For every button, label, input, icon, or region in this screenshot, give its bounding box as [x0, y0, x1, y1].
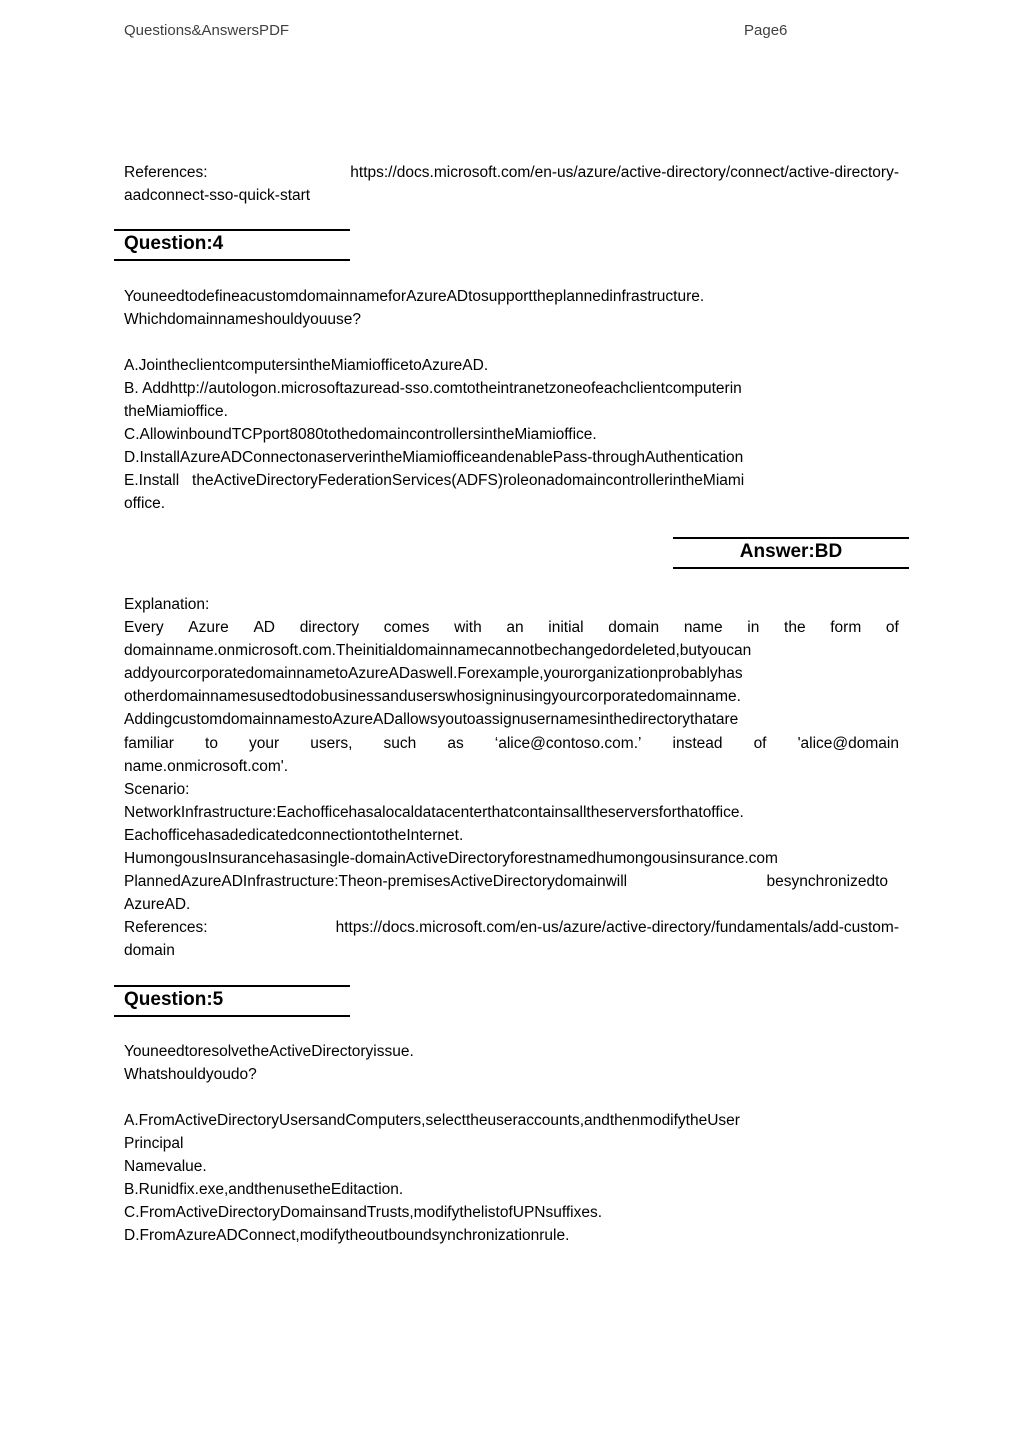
header-page-number: Page6	[744, 22, 788, 39]
question-4-option: office.	[124, 495, 166, 512]
scenario-text: besynchronizedto	[766, 873, 888, 890]
question-5-prompt-line: YouneedtoresolvetheActiveDirectoryissue.	[124, 1043, 414, 1060]
explanation-word: domain	[608, 619, 660, 636]
scenario-label: Scenario:	[124, 781, 190, 798]
explanation-word: users,	[310, 735, 353, 752]
question-5-title: Question:5	[124, 989, 224, 1010]
explanation-line: AddingcustomdomainnamestoAzureADallowsyoutoassignusernamesinthedirectorythatare	[124, 711, 739, 728]
explanation-word: name	[683, 619, 723, 636]
scenario-line: NetworkInfrastructure:Eachofficehasalocaldatacenterthatcontainsalltheserversforthatoffice.	[124, 804, 744, 821]
references-url: https://docs.microsoft.com/en-us/azure/active-directory/connect/active-directory-	[350, 164, 899, 181]
explanation-word: of	[885, 619, 899, 636]
explanation-word: instead	[672, 735, 723, 752]
question-5-option: D.FromAzureADConnect,modifytheoutboundsynchronizationrule.	[124, 1227, 570, 1244]
question-5-option: C.FromActiveDirectoryDomainsandTrusts,modifythelistofUPNsuffixes.	[124, 1204, 603, 1221]
question-5-option: Namevalue.	[124, 1158, 207, 1175]
references-line	[124, 161, 899, 184]
question-5-option: A.FromActiveDirectoryUsersandComputers,selecttheuseraccounts,andthenmodifytheUser	[124, 1112, 740, 1129]
scenario-text: PlannedAzureADInfrastructure:Theon-premisesActiveDirectorydomainwill	[124, 873, 628, 890]
references-label: References:	[124, 164, 208, 181]
explanation-word: the	[784, 619, 806, 636]
explanation-word: in	[747, 619, 760, 636]
question-4-option: D.InstallAzureADConnectonaserverintheMiamiofficeandenablePass-throughAuthentication	[124, 449, 744, 466]
references-url-continuation: domain	[124, 942, 175, 959]
explanation-word: form	[830, 619, 862, 636]
explanation-word: comes	[383, 619, 430, 636]
question-4-prompt-line: Whichdomainnameshouldyouuse?	[124, 311, 361, 328]
question-4-prompt-line: YouneedtodefineacustomdomainnameforAzureADtosupporttheplannedinfrastructure.	[124, 288, 705, 305]
explanation-word: to	[205, 735, 218, 752]
explanation-word: an	[506, 619, 524, 636]
references-url: https://docs.microsoft.com/en-us/azure/active-directory/fundamentals/add-custom-	[335, 919, 899, 936]
explanation-word: Every	[124, 619, 164, 636]
explanation-word: of	[753, 735, 767, 752]
question-4-heading	[114, 229, 350, 261]
explanation-line	[124, 616, 899, 639]
explanation-word: ‘alice@contoso.com.’	[494, 735, 642, 752]
question-5-option: Principal	[124, 1135, 184, 1152]
explanation-word: AD	[253, 619, 276, 636]
question-4-option: C.AllowinboundTCPport8080tothedomaincontrollersintheMiamioffice.	[124, 426, 597, 443]
explanation-word: such	[383, 735, 417, 752]
explanation-word: directory	[299, 619, 360, 636]
references-url-continuation: aadconnect-sso-quick-start	[124, 187, 311, 204]
question-4-title: Question:4	[124, 233, 224, 254]
scenario-line: EachofficehasadedicatedconnectiontotheInternet.	[124, 827, 464, 844]
scenario-line	[124, 870, 888, 893]
explanation-line: domainname.onmicrosoft.com.Theinitialdomainnamecannotbechangedordeleted,butyoucan	[124, 642, 752, 659]
references-label: References:	[124, 919, 208, 936]
answer-box	[673, 537, 909, 569]
scenario-line: HumongousInsurancehasasingle-domainActiveDirectoryforestnamedhumongousinsurance.com	[124, 850, 778, 867]
question-5-prompt-line: Whatshouldyoudo?	[124, 1066, 257, 1083]
question-4-option: A.JointheclientcomputersintheMiamiofficetoAzureAD.	[124, 357, 489, 374]
explanation-line: name.onmicrosoft.com'.	[124, 758, 289, 775]
explanation-word: 'alice@domain	[797, 735, 899, 752]
header-document-title: Questions&AnswersPDF	[124, 22, 290, 39]
explanation-line	[124, 732, 899, 755]
question-5-option: B.Runidfix.exe,andthenusetheEditaction.	[124, 1181, 404, 1198]
question-4-option: theMiamioffice.	[124, 403, 228, 420]
references-line	[124, 916, 899, 939]
explanation-line: otherdomainnamesusedtodobusinessanduserswhosigninusingyourcorporatedomainname.	[124, 688, 741, 705]
explanation-word: with	[454, 619, 482, 636]
scenario-line: AzureAD.	[124, 896, 191, 913]
explanation-word: familiar	[124, 735, 174, 752]
question-4-option: B. Addhttp://autologon.microsoftazuread-sso.comtotheintranetzoneofeachclientcomputerin	[124, 380, 742, 397]
question-5-heading	[114, 985, 350, 1017]
explanation-word: as	[447, 735, 464, 752]
explanation-word: initial	[548, 619, 584, 636]
explanation-label: Explanation:	[124, 596, 210, 613]
explanation-word: your	[249, 735, 280, 752]
explanation-line: addyourcorporatedomainnametoAzureADaswell.Forexample,yourorganizationprobablyhas	[124, 665, 743, 682]
answer-text: Answer:BD	[739, 541, 843, 562]
question-4-option: E.Install theActiveDirectoryFederationServices(ADFS)roleonadomaincontrollerintheMiami	[124, 472, 745, 489]
explanation-word: Azure	[188, 619, 229, 636]
